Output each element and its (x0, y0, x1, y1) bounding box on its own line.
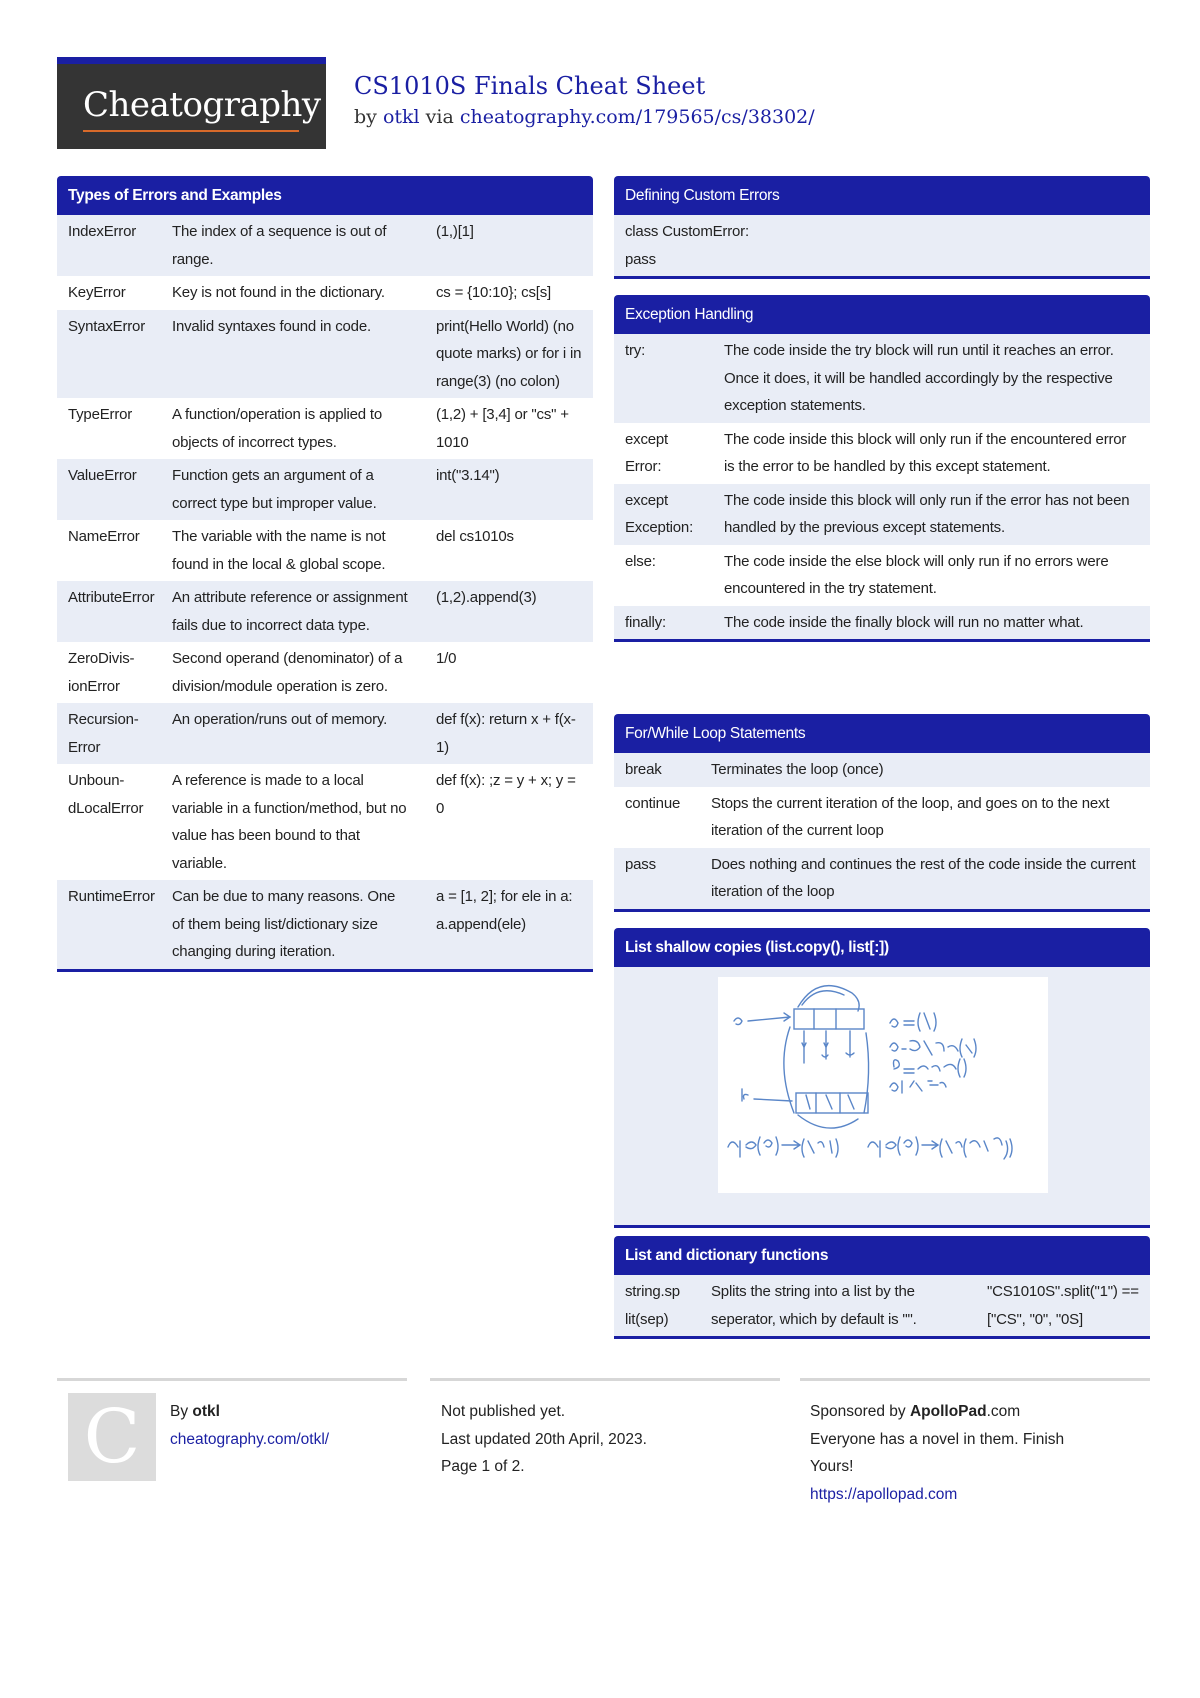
error-name: ValueError (68, 467, 137, 484)
custom-errors-title: Defining Custom Errors (614, 176, 1150, 215)
sponsor-name: ApolloPad (909, 1403, 987, 1420)
exception-keyword: except Error: (625, 430, 668, 475)
errors-box (57, 176, 593, 972)
shallow-copy-sketch-image (718, 977, 1048, 1193)
table-row (57, 398, 593, 459)
byline (354, 106, 815, 128)
author-avatar: C (68, 1393, 156, 1481)
error-example: (1,2) + [3,4] or "cs" + 1010 (436, 406, 569, 451)
table-row (614, 1275, 1150, 1336)
footer-by: By (170, 1403, 189, 1420)
sponsor-link[interactable]: https://apollopad.com (810, 1485, 958, 1503)
error-name: KeyError (68, 284, 126, 301)
table-row (614, 848, 1150, 909)
exception-description: The code inside this block will only run if the encountered error is the error to be handled by this except statement. (724, 430, 1127, 475)
error-example: def f(x): ;z = y + x; y = 0 (436, 772, 576, 817)
sponsor-tagline: Everyone has a novel in them. Finish Yours! (810, 1430, 1065, 1475)
exception-keyword: except Exception: (625, 491, 694, 536)
error-description: Can be due to many reasons. One of them being list/dictionary size changing during iteration. (172, 888, 396, 960)
error-name: NameError (68, 528, 140, 545)
last-updated: Last updated 20th April, 2023. (441, 1430, 647, 1448)
table-row (614, 787, 1150, 848)
exceptions-table (614, 334, 1150, 639)
error-description: The variable with the name is not found in the local & global scope. (172, 528, 386, 573)
footer-divider (57, 1378, 407, 1381)
sponsor-line (810, 1398, 1110, 1426)
loops-table (614, 753, 1150, 909)
logo-underline (83, 130, 299, 132)
footer-author-link[interactable]: cheatography.com/otkl/ (170, 1430, 330, 1448)
error-name: SyntaxError (68, 317, 145, 335)
func-name: string.sp lit(sep) (625, 1283, 680, 1328)
error-example: def f(x): return x + f(x-1) (436, 711, 576, 756)
table-row (614, 334, 1150, 423)
sponsor-suffix: .com (986, 1403, 1021, 1420)
custom-errors-code (614, 215, 1150, 276)
error-name: UnboundLocalError (68, 772, 144, 817)
footer-author-line (170, 1398, 329, 1426)
code-line: class CustomError: (625, 223, 749, 240)
table-row (614, 423, 1150, 484)
table-row (57, 310, 593, 399)
cheatography-logo[interactable] (57, 57, 326, 149)
errors-table (57, 215, 593, 969)
errors-title: Types of Errors and Examples (57, 176, 593, 215)
error-example: del cs1010s (436, 528, 514, 545)
loop-description: Does nothing and continues the rest of the code inside the current iteration of the loop (711, 855, 1136, 900)
byline-via: via (425, 106, 454, 128)
shallow-title: List shallow copies (list.copy(), list[:]) (614, 928, 1150, 967)
table-row (57, 276, 593, 310)
exceptions-box (614, 295, 1150, 642)
error-example: (1,)[1] (436, 223, 474, 240)
shallow-box (614, 928, 1150, 1228)
error-name: IndexError (68, 223, 137, 240)
footer-divider (430, 1378, 780, 1381)
error-description: A function/operation is applied to objects of incorrect types. (172, 406, 383, 451)
listdict-title: List and dictionary functions (614, 1236, 1150, 1275)
loops-title: For/While Loop Statements (614, 714, 1150, 753)
error-description: The index of a sequence is out of range. (172, 223, 387, 268)
loop-keyword: pass (625, 855, 656, 873)
table-row (614, 484, 1150, 545)
error-description: A reference is made to a local variable in a function/method, but no value has been bound to that variable. (172, 772, 407, 872)
published-status: Not published yet. (441, 1403, 566, 1420)
table-row (57, 520, 593, 581)
table-row (614, 606, 1150, 640)
footer-author-name: otkl (192, 1403, 220, 1420)
table-row (57, 215, 593, 276)
error-name: AttributeError (68, 589, 155, 606)
loop-description: Stops the current iteration of the loop, and goes on to the next iteration of the current loop (711, 794, 1110, 839)
custom-errors-box (614, 176, 1150, 279)
table-row (57, 642, 593, 703)
footer-meta (441, 1398, 647, 1481)
loop-keyword: continue (625, 794, 681, 812)
error-example: 1/0 (436, 650, 457, 667)
author-link[interactable]: otkl (382, 106, 420, 128)
footer-author (170, 1398, 329, 1453)
error-description: Invalid syntaxes found in code. (172, 317, 371, 335)
error-example: cs = {10:10}; cs[s] (436, 284, 552, 301)
listdict-box (614, 1236, 1150, 1339)
error-example: a = [1, 2]; for ele in a: a.append(ele) (436, 888, 573, 933)
loops-box (614, 714, 1150, 912)
code-line: pass (625, 250, 656, 268)
error-description: Key is not found in the dictionary. (172, 284, 385, 301)
sheet-url-link[interactable]: cheatography.com/179565/cs/38302/ (459, 106, 815, 128)
error-description: Second operand (denominator) of a division/module operation is zero. (172, 650, 403, 695)
table-row (57, 764, 593, 880)
table-row (614, 753, 1150, 787)
error-name: ZeroDivisionError (68, 650, 135, 695)
table-row (614, 545, 1150, 606)
error-example: print(Hello World) (no quote marks) or for i in range(3) (no colon) (436, 317, 582, 390)
error-name: RuntimeError (68, 888, 155, 905)
loop-keyword: break (625, 761, 662, 778)
shallow-image-area (614, 967, 1150, 1225)
error-name: RecursionError (68, 711, 139, 756)
func-desc: Splits the string into a list by the seperator, which by default is "". (711, 1283, 917, 1328)
exception-description: The code inside the finally block will run no matter what. (724, 613, 1084, 631)
table-row (57, 880, 593, 969)
exception-keyword: else: (625, 552, 656, 570)
exception-keyword: finally: (625, 613, 666, 631)
footer-sponsor (810, 1398, 1110, 1508)
page-number: Page 1 of 2. (441, 1458, 525, 1475)
table-row (57, 581, 593, 642)
loop-description: Terminates the loop (once) (711, 761, 884, 778)
error-description: An operation/runs out of memory. (172, 711, 388, 728)
error-description: An attribute reference or assignment fails due to incorrect data type. (172, 589, 408, 634)
func-example: "CS1010S".split("1") == ["CS", "0", "0S] (987, 1283, 1139, 1328)
sponsored-by: Sponsored by (810, 1403, 906, 1420)
footer-divider (800, 1378, 1150, 1381)
exceptions-title: Exception Handling (614, 295, 1150, 334)
table-row (57, 459, 593, 520)
table-row (57, 703, 593, 764)
exception-keyword: try: (625, 342, 646, 359)
exception-description: The code inside this block will only run if the error has not been handled by the previous except statements. (724, 491, 1130, 536)
error-description: Function gets an argument of a correct type but improper value. (172, 467, 377, 512)
error-example: (1,2).append(3) (436, 589, 537, 606)
error-example: int("3.14") (436, 467, 500, 484)
logo-text: Cheatography (83, 85, 321, 125)
error-name: TypeError (68, 406, 133, 423)
exception-description: The code inside the try block will run until it reaches an error. Once it does, it will be handled accordingly by the respective exception statements. (724, 342, 1114, 414)
page-title: CS1010S Finals Cheat Sheet (354, 72, 706, 100)
exception-description: The code inside the else block will only run if no errors were encountered in the try statement. (724, 552, 1109, 597)
byline-by: by (354, 106, 377, 128)
